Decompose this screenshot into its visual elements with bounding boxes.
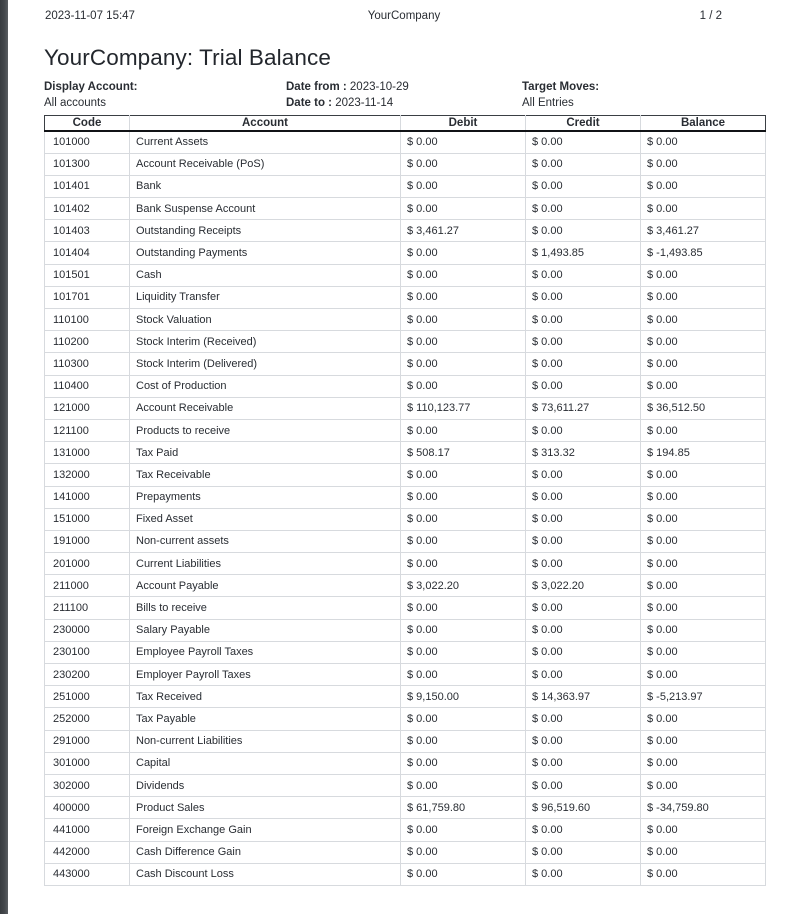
date-to-line xyxy=(286,95,522,111)
cell-code: 110100 xyxy=(45,309,130,331)
cell-credit: $ 0.00 xyxy=(526,131,641,153)
cell-credit: $ 0.00 xyxy=(526,841,641,863)
date-to-label: Date to : xyxy=(286,97,332,109)
cell-account: Capital xyxy=(130,752,401,774)
cell-code: 251000 xyxy=(45,686,130,708)
cell-code: 121100 xyxy=(45,419,130,441)
cell-debit: $ 0.00 xyxy=(401,131,526,153)
cell-account: Fixed Asset xyxy=(130,508,401,530)
cell-account: Salary Payable xyxy=(130,619,401,641)
cell-code: 110300 xyxy=(45,353,130,375)
cell-debit: $ 0.00 xyxy=(401,708,526,730)
cell-code: 101403 xyxy=(45,220,130,242)
table-row xyxy=(45,397,766,419)
cell-account: Outstanding Receipts xyxy=(130,220,401,242)
filter-display-account xyxy=(44,79,286,111)
table-row xyxy=(45,508,766,530)
cell-debit: $ 0.00 xyxy=(401,198,526,220)
cell-debit: $ 0.00 xyxy=(401,863,526,885)
table-row xyxy=(45,175,766,197)
date-from-value: 2023-10-29 xyxy=(349,81,409,93)
cell-balance: $ 0.00 xyxy=(641,530,766,552)
cell-account: Product Sales xyxy=(130,797,401,819)
cell-credit: $ 0.00 xyxy=(526,664,641,686)
cell-code: 230200 xyxy=(45,664,130,686)
cell-code: 101000 xyxy=(45,131,130,153)
cell-account: Non-current assets xyxy=(130,530,401,552)
cell-balance: $ 0.00 xyxy=(641,774,766,796)
cell-credit: $ 0.00 xyxy=(526,264,641,286)
cell-account: Liquidity Transfer xyxy=(130,286,401,308)
trial-balance-table xyxy=(44,115,766,886)
cell-account: Bank Suspense Account xyxy=(130,198,401,220)
cell-account: Tax Payable xyxy=(130,708,401,730)
cell-credit: $ 0.00 xyxy=(526,331,641,353)
cell-debit: $ 0.00 xyxy=(401,419,526,441)
table-row xyxy=(45,442,766,464)
cell-debit: $ 0.00 xyxy=(401,175,526,197)
cell-debit: $ 0.00 xyxy=(401,597,526,619)
cell-credit: $ 0.00 xyxy=(526,353,641,375)
cell-code: 101401 xyxy=(45,175,130,197)
cell-code: 230100 xyxy=(45,641,130,663)
table-row xyxy=(45,153,766,175)
display-account-label: Display Account: xyxy=(44,81,138,93)
display-account-value: All accounts xyxy=(44,97,107,109)
cell-debit: $ 0.00 xyxy=(401,331,526,353)
cell-code: 101402 xyxy=(45,198,130,220)
cell-account: Stock Interim (Delivered) xyxy=(130,353,401,375)
cell-balance: $ 0.00 xyxy=(641,309,766,331)
table-row xyxy=(45,708,766,730)
cell-balance: $ 0.00 xyxy=(641,641,766,663)
cell-debit: $ 0.00 xyxy=(401,309,526,331)
cell-balance: $ 0.00 xyxy=(641,708,766,730)
cell-account: Account Receivable xyxy=(130,397,401,419)
report-header xyxy=(8,0,800,23)
table-row xyxy=(45,419,766,441)
cell-code: 151000 xyxy=(45,508,130,530)
cell-balance: $ 0.00 xyxy=(641,752,766,774)
cell-code: 400000 xyxy=(45,797,130,819)
cell-balance: $ 0.00 xyxy=(641,375,766,397)
table-row xyxy=(45,464,766,486)
cell-balance: $ 0.00 xyxy=(641,464,766,486)
cell-credit: $ 0.00 xyxy=(526,220,641,242)
cell-debit: $ 0.00 xyxy=(401,619,526,641)
cell-balance: $ 0.00 xyxy=(641,575,766,597)
cell-account: Outstanding Payments xyxy=(130,242,401,264)
cell-code: 301000 xyxy=(45,752,130,774)
cell-balance: $ 0.00 xyxy=(641,597,766,619)
cell-code: 110200 xyxy=(45,331,130,353)
cell-credit: $ 96,519.60 xyxy=(526,797,641,819)
cell-debit: $ 110,123.77 xyxy=(401,397,526,419)
report-title: YourCompany: Trial Balance xyxy=(44,45,331,70)
table-row xyxy=(45,863,766,885)
cell-code: 443000 xyxy=(45,863,130,885)
cell-code: 101701 xyxy=(45,286,130,308)
cell-account: Non-current Liabilities xyxy=(130,730,401,752)
cell-credit: $ 313.32 xyxy=(526,442,641,464)
cell-code: 442000 xyxy=(45,841,130,863)
table-row xyxy=(45,597,766,619)
cell-account: Cash xyxy=(130,264,401,286)
cell-balance: $ 0.00 xyxy=(641,353,766,375)
table-row xyxy=(45,309,766,331)
cell-code: 211000 xyxy=(45,575,130,597)
cell-balance: $ 0.00 xyxy=(641,553,766,575)
table-row xyxy=(45,797,766,819)
cell-debit: $ 3,461.27 xyxy=(401,220,526,242)
cell-account: Prepayments xyxy=(130,486,401,508)
table-row xyxy=(45,819,766,841)
cell-debit: $ 0.00 xyxy=(401,641,526,663)
cell-balance: $ 0.00 xyxy=(641,664,766,686)
filter-target-moves xyxy=(522,79,800,111)
cell-code: 201000 xyxy=(45,553,130,575)
target-moves-label: Target Moves: xyxy=(522,81,600,93)
cell-code: 302000 xyxy=(45,774,130,796)
table-row xyxy=(45,264,766,286)
cell-account: Account Receivable (PoS) xyxy=(130,153,401,175)
cell-balance: $ -1,493.85 xyxy=(641,242,766,264)
cell-debit: $ 3,022.20 xyxy=(401,575,526,597)
date-from-label: Date from : xyxy=(286,81,347,93)
table-row xyxy=(45,730,766,752)
cell-debit: $ 0.00 xyxy=(401,353,526,375)
cell-code: 441000 xyxy=(45,819,130,841)
cell-credit: $ 73,611.27 xyxy=(526,397,641,419)
cell-debit: $ 0.00 xyxy=(401,553,526,575)
cell-balance: $ 0.00 xyxy=(641,508,766,530)
table-row xyxy=(45,619,766,641)
cell-balance: $ 36,512.50 xyxy=(641,397,766,419)
cell-balance: $ 0.00 xyxy=(641,286,766,308)
cell-balance: $ -5,213.97 xyxy=(641,686,766,708)
cell-balance: $ 0.00 xyxy=(641,841,766,863)
table-row xyxy=(45,575,766,597)
cell-debit: $ 0.00 xyxy=(401,508,526,530)
cell-code: 101501 xyxy=(45,264,130,286)
cell-credit: $ 14,363.97 xyxy=(526,686,641,708)
date-from-line xyxy=(286,79,522,95)
cell-balance: $ 0.00 xyxy=(641,730,766,752)
cell-credit: $ 0.00 xyxy=(526,774,641,796)
cell-credit: $ 0.00 xyxy=(526,553,641,575)
cell-credit: $ 0.00 xyxy=(526,375,641,397)
cell-balance: $ 0.00 xyxy=(641,131,766,153)
cell-balance: $ 0.00 xyxy=(641,331,766,353)
cell-balance: $ 0.00 xyxy=(641,153,766,175)
cell-credit: $ 0.00 xyxy=(526,286,641,308)
table-row xyxy=(45,242,766,264)
filter-dates xyxy=(286,79,522,111)
cell-account: Bills to receive xyxy=(130,597,401,619)
table-row xyxy=(45,486,766,508)
cell-account: Account Payable xyxy=(130,575,401,597)
cell-account: Cash Discount Loss xyxy=(130,863,401,885)
table-row xyxy=(45,375,766,397)
cell-credit: $ 0.00 xyxy=(526,486,641,508)
cell-balance: $ 0.00 xyxy=(641,486,766,508)
cell-code: 191000 xyxy=(45,530,130,552)
cell-credit: $ 0.00 xyxy=(526,752,641,774)
cell-account: Tax Received xyxy=(130,686,401,708)
table-row xyxy=(45,841,766,863)
cell-account: Tax Paid xyxy=(130,442,401,464)
cell-code: 101300 xyxy=(45,153,130,175)
header-datetime: 2023-11-07 15:47 xyxy=(45,10,135,22)
cell-credit: $ 1,493.85 xyxy=(526,242,641,264)
cell-balance: $ -34,759.80 xyxy=(641,797,766,819)
cell-debit: $ 0.00 xyxy=(401,286,526,308)
cell-balance: $ 0.00 xyxy=(641,863,766,885)
date-to-value: 2023-11-14 xyxy=(335,97,394,109)
cell-account: Employee Payroll Taxes xyxy=(130,641,401,663)
table-row xyxy=(45,530,766,552)
header-company-name: YourCompany xyxy=(367,10,441,22)
table-row xyxy=(45,131,766,153)
cell-account: Foreign Exchange Gain xyxy=(130,819,401,841)
table-row xyxy=(45,752,766,774)
cell-balance: $ 0.00 xyxy=(641,175,766,197)
cell-debit: $ 0.00 xyxy=(401,752,526,774)
cell-balance: $ 0.00 xyxy=(641,619,766,641)
cell-credit: $ 0.00 xyxy=(526,863,641,885)
cell-code: 121000 xyxy=(45,397,130,419)
table-body xyxy=(45,131,766,885)
cell-debit: $ 0.00 xyxy=(401,841,526,863)
cell-account: Stock Valuation xyxy=(130,309,401,331)
cell-credit: $ 0.00 xyxy=(526,819,641,841)
cell-debit: $ 0.00 xyxy=(401,730,526,752)
cell-credit: $ 0.00 xyxy=(526,198,641,220)
cell-balance: $ 194.85 xyxy=(641,442,766,464)
cell-code: 131000 xyxy=(45,442,130,464)
cell-balance: $ 0.00 xyxy=(641,264,766,286)
cell-debit: $ 0.00 xyxy=(401,530,526,552)
column-header-code: Code xyxy=(45,116,130,132)
cell-debit: $ 0.00 xyxy=(401,242,526,264)
column-header-balance: Balance xyxy=(641,116,766,132)
cell-code: 252000 xyxy=(45,708,130,730)
cell-credit: $ 0.00 xyxy=(526,708,641,730)
target-moves-value: All Entries xyxy=(522,97,574,109)
cell-account: Cash Difference Gain xyxy=(130,841,401,863)
cell-credit: $ 0.00 xyxy=(526,153,641,175)
cell-debit: $ 0.00 xyxy=(401,486,526,508)
cell-credit: $ 0.00 xyxy=(526,619,641,641)
cell-balance: $ 3,461.27 xyxy=(641,220,766,242)
cell-credit: $ 0.00 xyxy=(526,530,641,552)
cell-credit: $ 0.00 xyxy=(526,641,641,663)
cell-credit: $ 0.00 xyxy=(526,309,641,331)
cell-debit: $ 0.00 xyxy=(401,464,526,486)
table-row xyxy=(45,686,766,708)
cell-account: Stock Interim (Received) xyxy=(130,331,401,353)
column-header-debit: Debit xyxy=(401,116,526,132)
table-row xyxy=(45,641,766,663)
cell-code: 291000 xyxy=(45,730,130,752)
cell-credit: $ 0.00 xyxy=(526,508,641,530)
cell-code: 141000 xyxy=(45,486,130,508)
cell-account: Cost of Production xyxy=(130,375,401,397)
header-page-number: 1 / 2 xyxy=(699,10,722,22)
report-filters xyxy=(44,79,800,111)
cell-credit: $ 0.00 xyxy=(526,730,641,752)
column-header-credit: Credit xyxy=(526,116,641,132)
table-row xyxy=(45,286,766,308)
table-row xyxy=(45,353,766,375)
table-row xyxy=(45,664,766,686)
cell-debit: $ 0.00 xyxy=(401,774,526,796)
cell-debit: $ 508.17 xyxy=(401,442,526,464)
cell-account: Tax Receivable xyxy=(130,464,401,486)
cell-code: 211100 xyxy=(45,597,130,619)
cell-credit: $ 0.00 xyxy=(526,419,641,441)
cell-debit: $ 0.00 xyxy=(401,375,526,397)
report-page xyxy=(8,0,800,886)
cell-account: Products to receive xyxy=(130,419,401,441)
cell-debit: $ 0.00 xyxy=(401,153,526,175)
cell-code: 230000 xyxy=(45,619,130,641)
cell-code: 101404 xyxy=(45,242,130,264)
table-row xyxy=(45,198,766,220)
cell-code: 110400 xyxy=(45,375,130,397)
table-row xyxy=(45,220,766,242)
cell-account: Current Assets xyxy=(130,131,401,153)
cell-debit: $ 0.00 xyxy=(401,819,526,841)
cell-debit: $ 0.00 xyxy=(401,264,526,286)
cell-debit: $ 0.00 xyxy=(401,664,526,686)
cell-account: Current Liabilities xyxy=(130,553,401,575)
page-left-edge xyxy=(0,0,8,914)
cell-debit: $ 61,759.80 xyxy=(401,797,526,819)
cell-balance: $ 0.00 xyxy=(641,198,766,220)
cell-account: Employer Payroll Taxes xyxy=(130,664,401,686)
cell-debit: $ 9,150.00 xyxy=(401,686,526,708)
table-header xyxy=(45,116,766,132)
cell-account: Dividends xyxy=(130,774,401,796)
table-row xyxy=(45,331,766,353)
cell-credit: $ 0.00 xyxy=(526,464,641,486)
column-header-account: Account xyxy=(130,116,401,132)
cell-credit: $ 0.00 xyxy=(526,175,641,197)
table-row xyxy=(45,553,766,575)
table-row xyxy=(45,774,766,796)
cell-code: 132000 xyxy=(45,464,130,486)
cell-balance: $ 0.00 xyxy=(641,819,766,841)
cell-account: Bank xyxy=(130,175,401,197)
cell-credit: $ 3,022.20 xyxy=(526,575,641,597)
cell-balance: $ 0.00 xyxy=(641,419,766,441)
cell-credit: $ 0.00 xyxy=(526,597,641,619)
